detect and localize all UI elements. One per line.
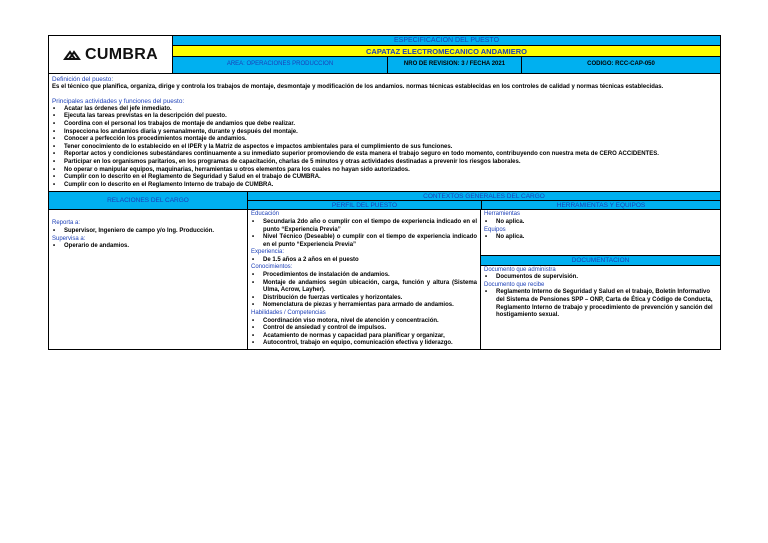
list-item: • Ejecuta las tareas previstas en la descripción del puesto. <box>64 113 717 121</box>
equipment-label: Equipos <box>484 226 506 233</box>
bottom-table <box>49 191 720 349</box>
list-item: • Cumplir con lo descrito en el Reglamento de Seguridad y Salud en el trabajo de CUMBRA. <box>64 174 717 182</box>
list-item: • Tener conocimiento de lo establecido en el IPER y la Matriz de aspectos e impactos ambientales para el cumplimiento de sus funciones. <box>64 144 717 152</box>
list-item: • No aplica. <box>496 219 717 227</box>
doc-receive-label: Documento que recibe <box>484 281 545 288</box>
tools-title: HERRAMIENTAS Y EQUIPOS <box>481 201 720 210</box>
list-item: • Documentos de supervisión. <box>496 274 717 282</box>
education-label: Educación <box>251 211 280 218</box>
header <box>49 36 720 74</box>
definition-section <box>49 74 720 191</box>
supervises-label: Supervisa a: <box>52 235 86 242</box>
experience-label: Experiencia: <box>251 249 285 256</box>
revision-cell: NRO DE REVISION: 3 / FECHA 2021 <box>387 57 521 73</box>
functions-title: Principales actividades y funciones del puesto: <box>52 98 185 106</box>
reports-label: Reporta a: <box>52 220 81 227</box>
tools-section <box>481 210 720 349</box>
relations-title: RELACIONES DEL CARGO <box>49 192 247 210</box>
definition-text: Es el técnico que planifica, organiza, dirige y controla los trabajos de montaje, desmontaje y modificación de los andamios. normas técnicas establecidas en los controles de calidad y normas técnicas establecidas. <box>52 83 664 90</box>
list-item: • Acatar las órdenes del jefe inmediato. <box>64 106 717 114</box>
list-item: • Montaje de andamios según ubicación, carga, función y altura (Sistema Ulma, Acrow, Layher). <box>263 280 477 295</box>
company-logo <box>49 36 173 73</box>
list-item: • Operario de andamios. <box>64 243 244 251</box>
list-item: • No operar o manipular equipos, maquinarias, herramientas u otros elementos para los cuales no hayan sido autorizados. <box>64 167 717 175</box>
list-item: • No aplica. <box>496 234 717 242</box>
skills-label: Habilidades / Competencias <box>251 310 326 317</box>
list-item: • Cumplir con lo descrito en el Reglamento Interno de trabajo de CUMBRA. <box>64 182 717 190</box>
job-specification-sheet <box>48 35 721 350</box>
list-item: • Distribución de fuerzas verticales y horizontales. <box>263 295 477 303</box>
documentation-title: DOCUMENTACION <box>481 255 720 266</box>
definition-title: Definición del puesto: <box>52 76 114 83</box>
list-item: • De 1.5 años a 2 años en el puesto <box>263 257 477 265</box>
list-item: • Coordinación viso motora, nivel de atención y concentración. <box>263 318 477 326</box>
list-item: • Inspecciona los andamios diaria y semanalmente, durante y después del montaje. <box>64 129 717 137</box>
list-item: • Coordina con el personal los trabajos de montaje de andamios que debe realizar. <box>64 121 717 129</box>
cumbra-logo-icon <box>63 48 81 61</box>
list-item: • Nomenclatura de piezas y herramientas para armado de andamios. <box>263 302 477 310</box>
profile-section <box>248 210 481 349</box>
list-item: • Autocontrol, trabajo en equipo, comunicación efectiva y liderazgo. <box>263 340 477 348</box>
list-item: • Participar en los organismos paritarios, en los programas de capacitación, charlas de 5 minutos y otras actividades destinadas a prevenir los riesgos laborales. <box>64 159 717 167</box>
list-item: • Control de ansiedad y control de impulsos. <box>263 325 477 333</box>
profile-title: PERFIL DEL PUESTO <box>331 202 398 210</box>
relations-column <box>49 192 248 349</box>
area-cell: AREA: OPERACIONES PRODUCCION <box>226 61 334 68</box>
functions-list <box>52 106 717 190</box>
list-item: • Reportar actos y condiciones subestándares continuamente a su inmediato superior promoviendo de esta manera el trabajo seguro en todo momento, contribuyendo con nuestra meta de CERO ACCIDENTES. <box>64 151 717 159</box>
context-title: CONTEXTOS GENERALES DEL CARGO <box>248 192 720 201</box>
company-name: CUMBRA <box>85 45 158 63</box>
list-item: • Secundaria 2do año o cumplir con el tiempo de experiencia indicado en el punto “Experiencia Previa” <box>263 219 477 234</box>
code-cell: CODIGO: RCC-CAP-050 <box>521 57 720 73</box>
spec-title: ESPECIFICACION DEL PUESTO <box>173 36 720 46</box>
doc-admin-label: Documento que administra <box>484 266 556 273</box>
list-item: • Supervisor, Ingeniero de campo y/o Ing. Producción. <box>64 228 244 236</box>
list-item: • Conocer a perfección los procedimientos montaje de andamios. <box>64 136 717 144</box>
list-item: • Acatamiento de normas y capacidad para planificar y organizar, <box>263 333 477 341</box>
knowledge-label: Conocimientos: <box>251 264 293 271</box>
tools-label: Herramientas <box>484 211 521 218</box>
list-item: • Nivel Técnico (Deseable) o cumplir con el tiempo de experiencia indicado en el punto “Experiencia Previa” <box>263 234 477 249</box>
position-title: CAPATAZ ELECTROMECANICO ANDAMIERO <box>173 46 720 57</box>
list-item: • Reglamento Interno de Seguridad y Salud en el trabajo, Boletín Informativo del Sistema de Pensiones SPP – ONP, Carta de Ética y Código de Conducta, Reglamento Interno de trabajo y procedimiento de prevención y sanción del hostigamiento sexual. <box>496 289 717 319</box>
list-item: • Procedimientos de instalación de andamios. <box>263 272 477 280</box>
context-column <box>248 192 720 349</box>
